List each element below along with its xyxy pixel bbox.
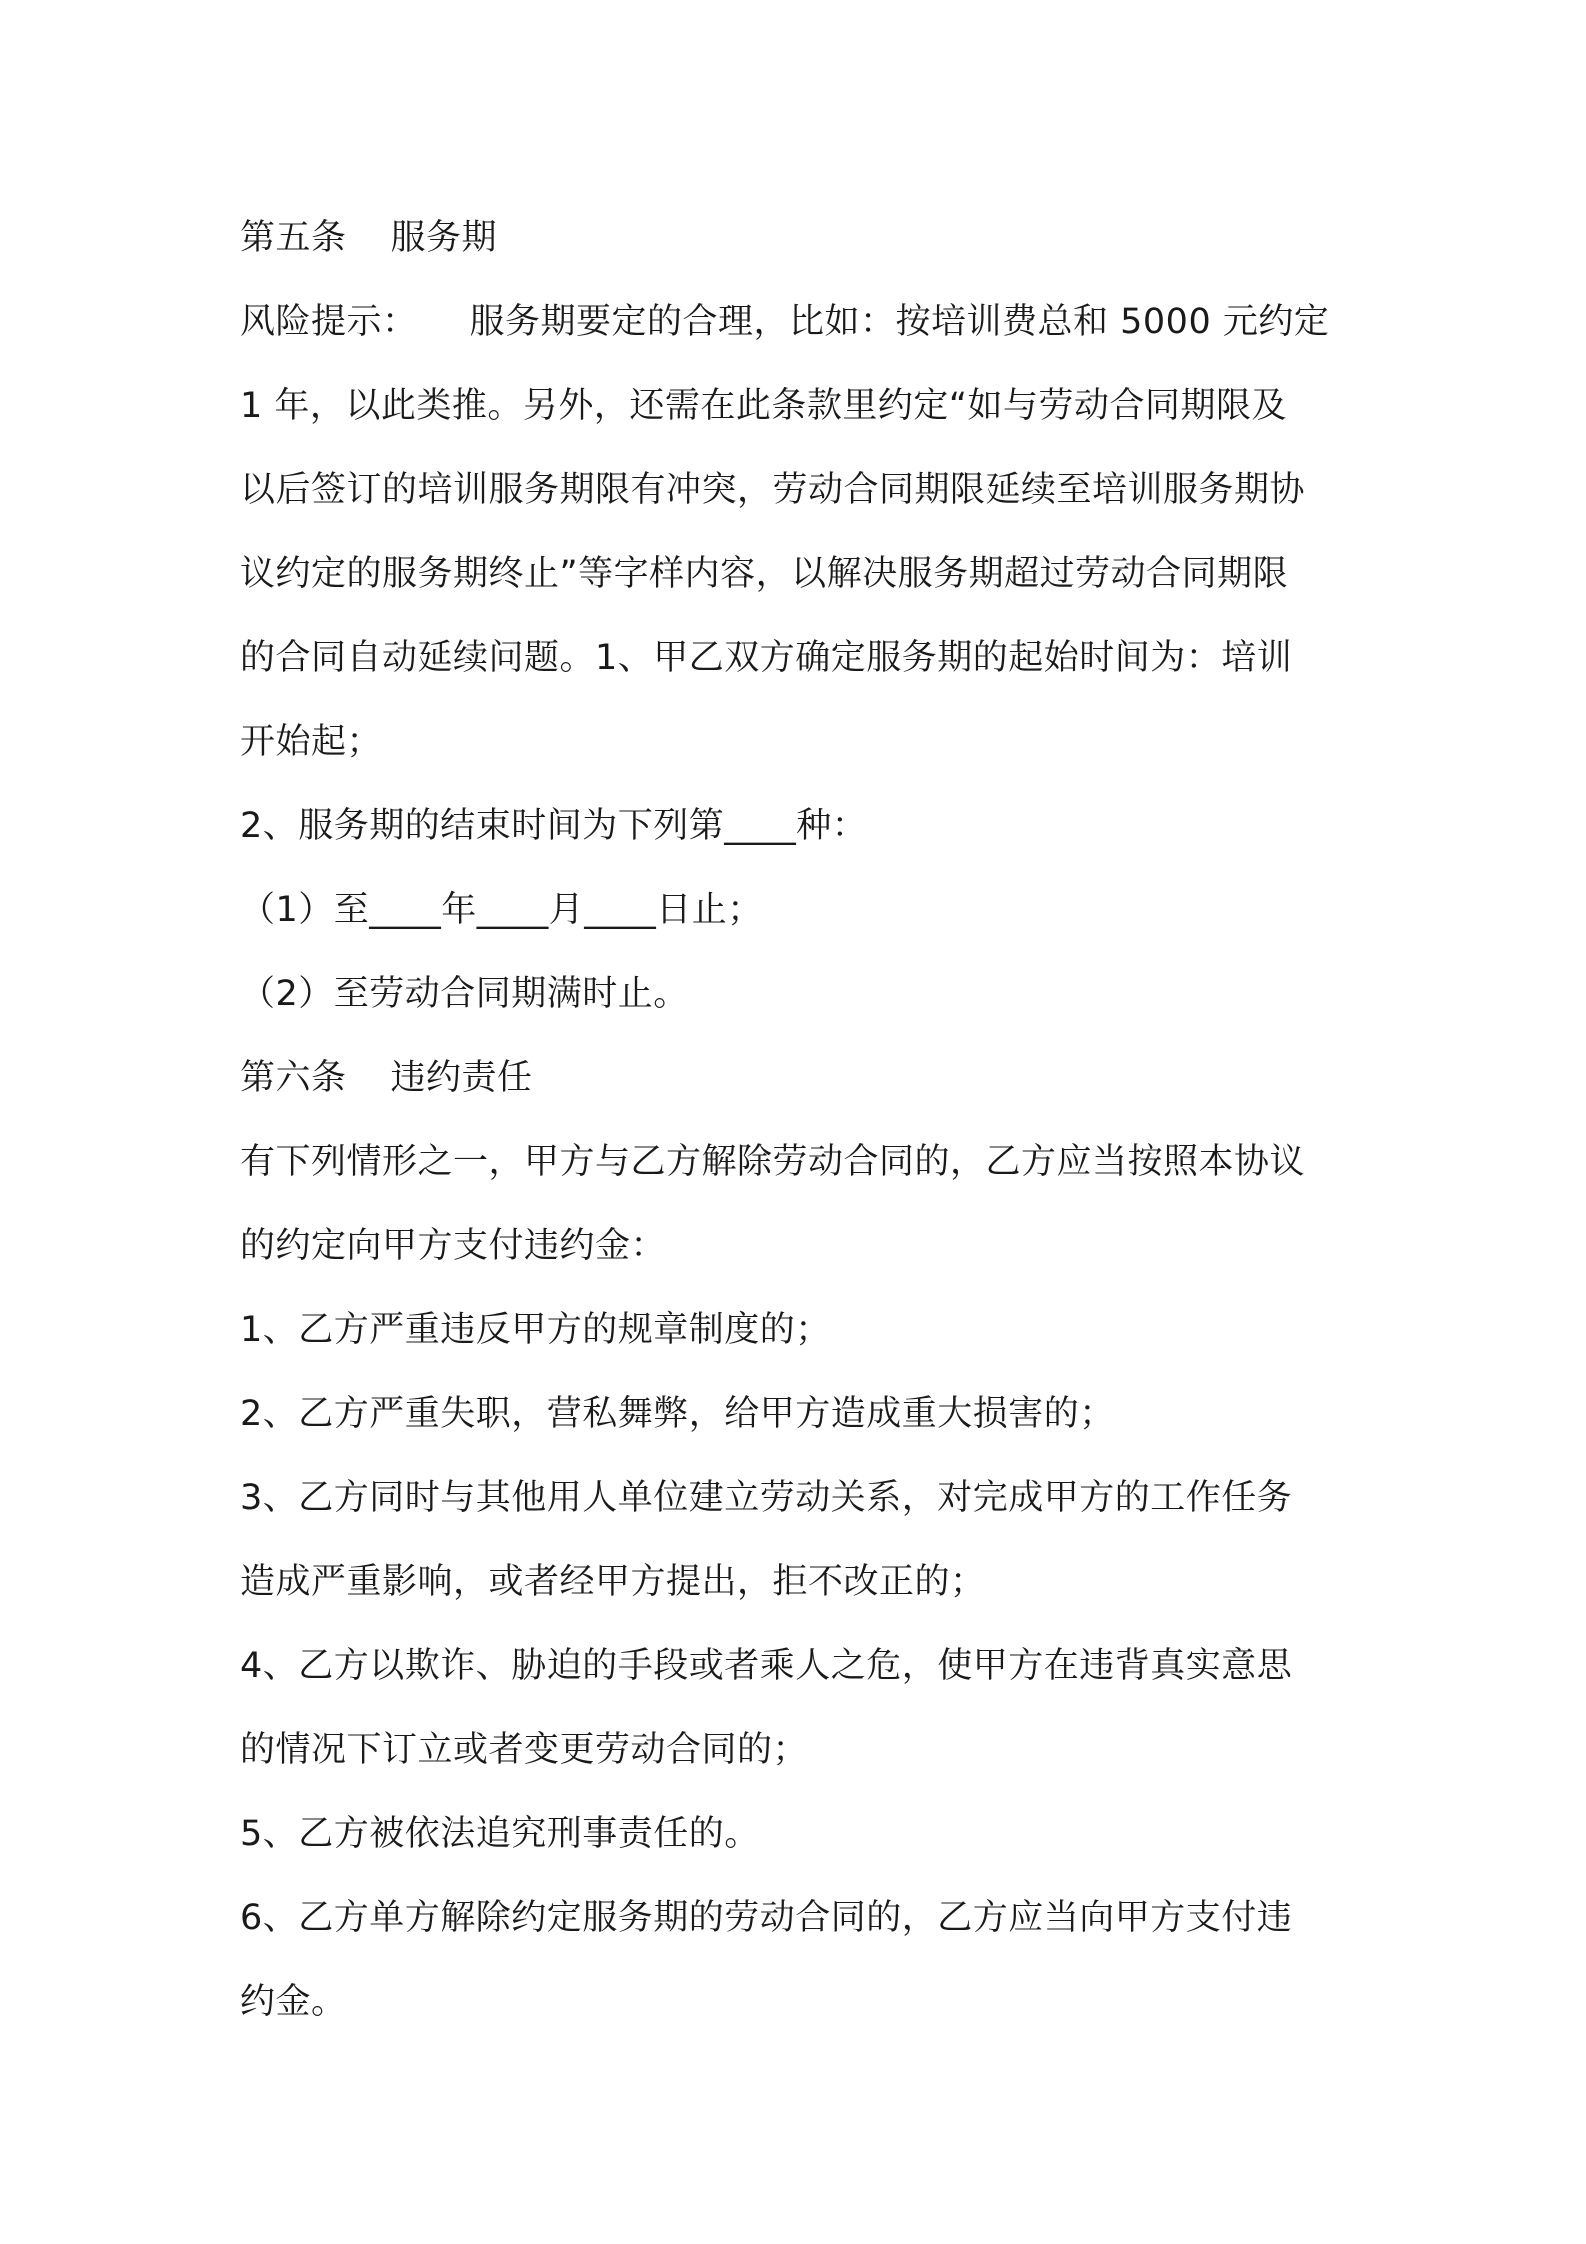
item-line-6: 的情况下订立或者变更劳动合同的； (240, 1730, 809, 1770)
risk-line-2: 1 年，以此类推。另外，还需在此条款里约定“如与劳动合同期限及 (240, 386, 1288, 426)
item-line-2: 2、乙方严重失职，营私舞弊，给甲方造成重大损害的； (240, 1394, 1115, 1434)
item-line-9: 约金。 (240, 1982, 347, 2022)
item-line-5: 4、乙方以欺诈、胁迫的手段或者乘人之危，使甲方在违背真实意思 (240, 1646, 1293, 1686)
item-line-7: 5、乙方被依法追究刑事责任的。 (240, 1814, 760, 1854)
option-1: （1）至____年____月____日止； (240, 890, 763, 930)
article-6-number: 第六条 (240, 1058, 347, 1098)
risk-line-6: 开始起； (240, 722, 383, 762)
risk-line-5: 的合同自动延续问题。1、甲乙双方确定服务期的起始时间为：培训 (240, 638, 1293, 678)
risk-line-3: 以后签订的培训服务期限有冲突，劳动合同期限延续至培训服务期协 (240, 470, 1306, 510)
risk-line-4: 议约定的服务期终止”等字样内容，以解决服务期超过劳动合同期限 (240, 554, 1289, 594)
option-2: （2）至劳动合同期满时止。 (240, 974, 689, 1014)
article-6-title: 违约责任 (390, 1058, 533, 1098)
risk-text-1: 服务期要定的合理，比如：按培训费总和 5000 元约定 (469, 302, 1330, 342)
risk-label: 风险提示： (240, 302, 418, 342)
clause-2: 2、服务期的结束时间为下列第____种： (240, 806, 868, 846)
item-line-1: 1、乙方严重违反甲方的规章制度的； (240, 1310, 831, 1350)
article-5-heading (240, 196, 1360, 280)
article-5-title: 服务期 (390, 218, 498, 258)
article-6-heading (240, 1036, 1360, 1120)
document-page (240, 196, 1360, 2044)
item-line-8: 6、乙方单方解除约定服务期的劳动合同的，乙方应当向甲方支付违 (240, 1898, 1293, 1938)
article-5-number: 第五条 (240, 218, 347, 258)
intro-line-1: 有下列情形之一，甲方与乙方解除劳动合同的，乙方应当按照本协议 (240, 1142, 1306, 1182)
risk-line-1 (240, 280, 1360, 364)
item-line-3: 3、乙方同时与其他用人单位建立劳动关系，对完成甲方的工作任务 (240, 1478, 1293, 1518)
item-line-4: 造成严重影响，或者经甲方提出，拒不改正的； (240, 1562, 986, 1602)
intro-line-2: 的约定向甲方支付违约金： (240, 1226, 667, 1266)
